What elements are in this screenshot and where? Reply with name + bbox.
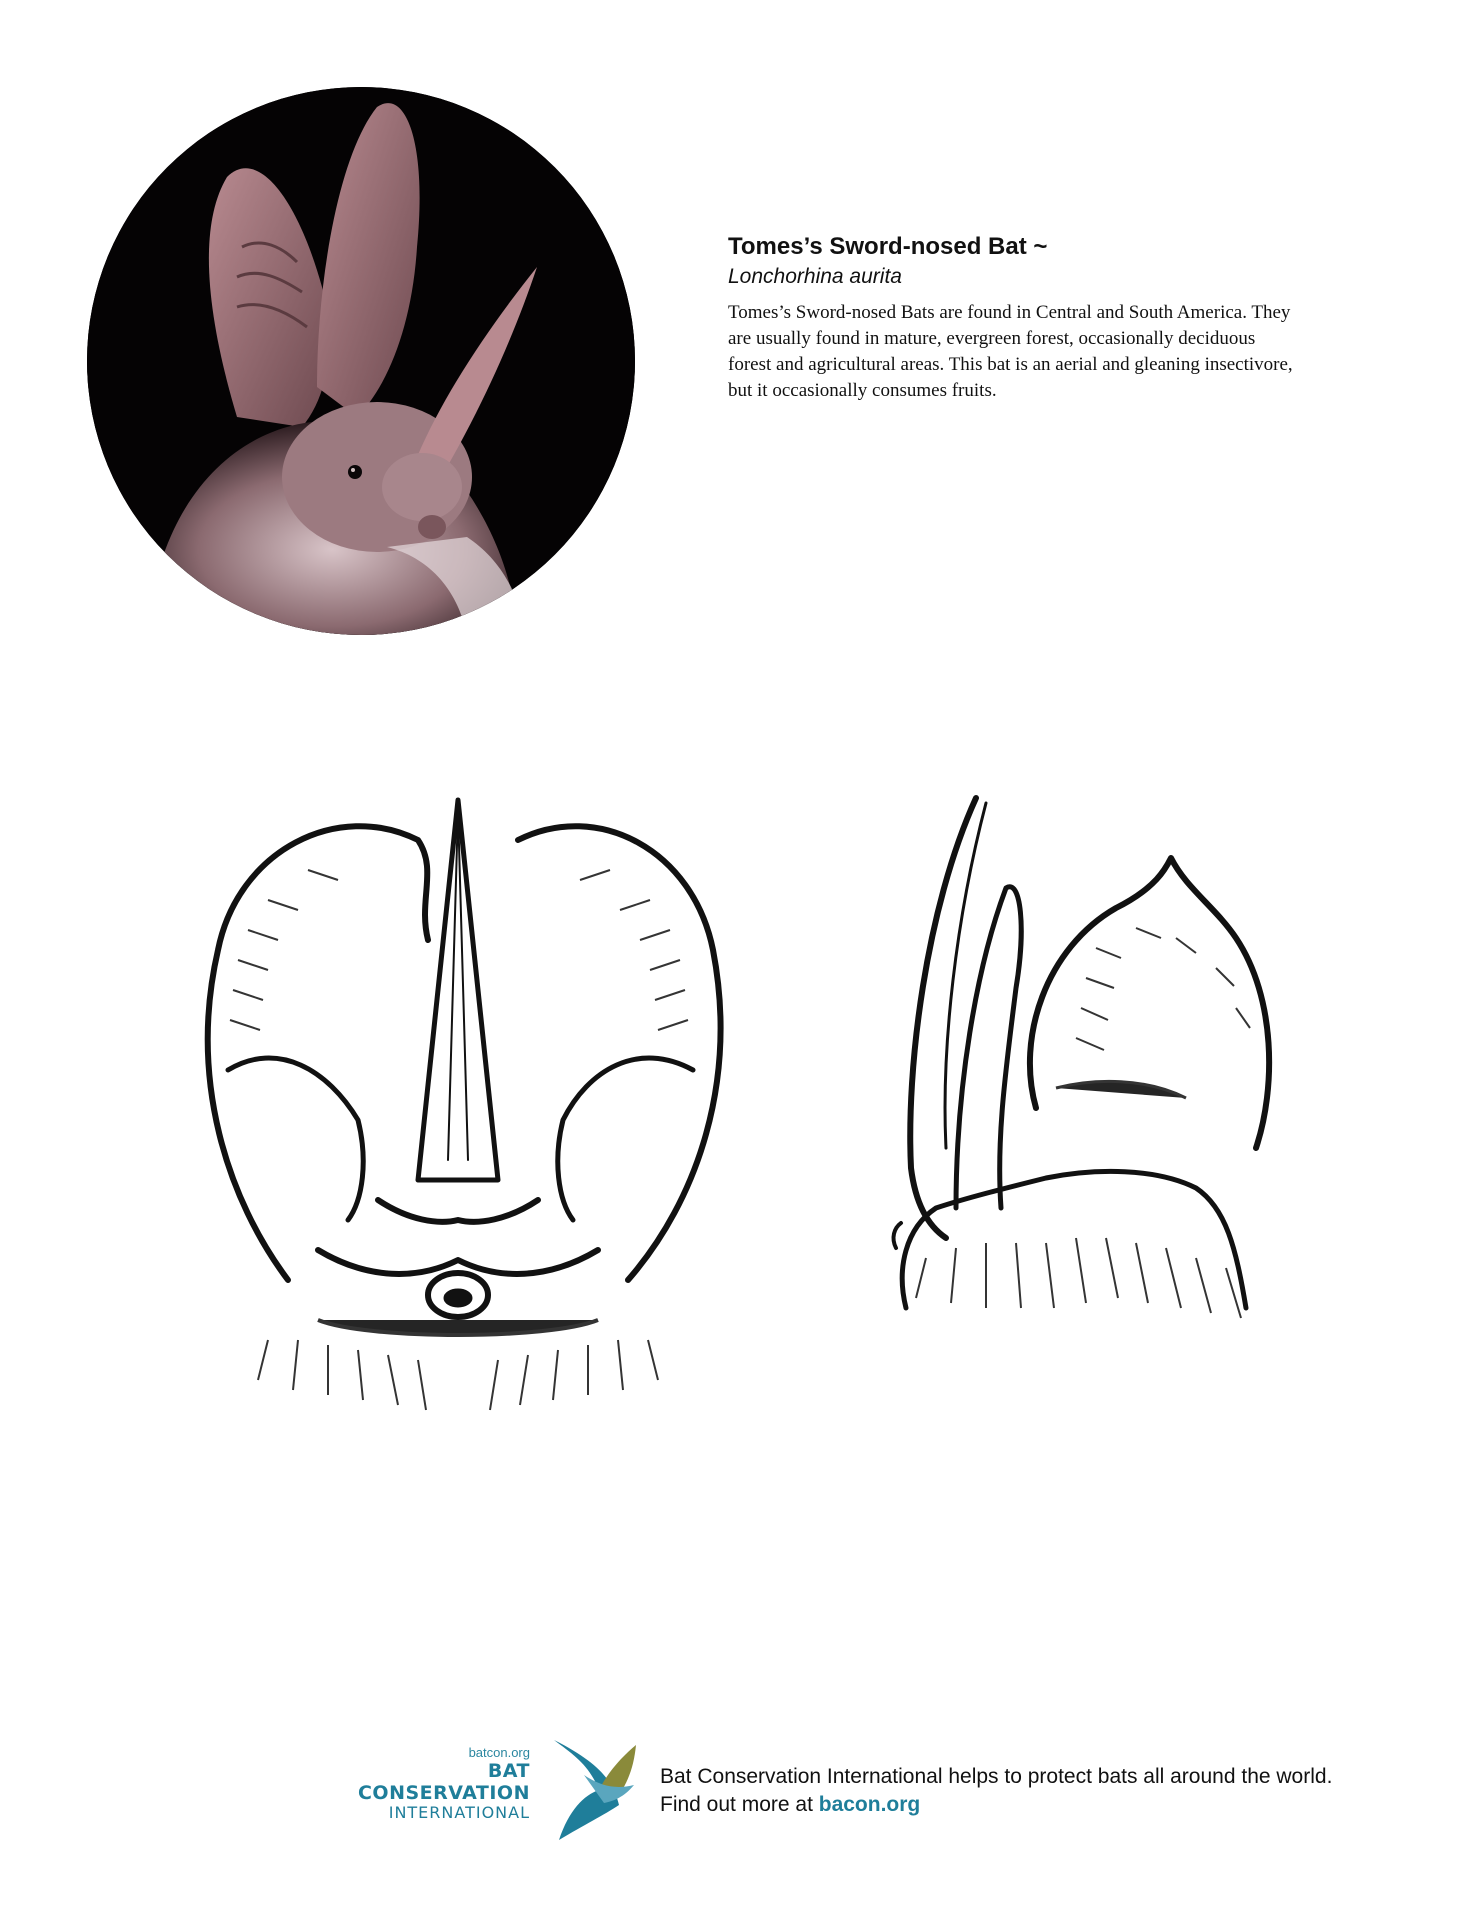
bci-logo — [340, 1735, 640, 1845]
tagline-line1: Bat Conservation International helps to protect bats all around the world. — [660, 1765, 1333, 1788]
species-scientific-name: Lonchorhina aurita — [728, 265, 902, 288]
species-common-name: Tomes’s Sword-nosed Bat ~ — [728, 233, 1048, 260]
logo-url-text: batcon.org — [468, 1745, 530, 1760]
bci-logo-text — [340, 1745, 530, 1822]
tagline-line2 — [660, 1791, 1332, 1819]
bat-photo-illustration — [87, 87, 635, 635]
front-view-drawing — [168, 780, 750, 1420]
side-view-drawing — [836, 788, 1336, 1368]
tagline-line2-prefix: Find out more at — [660, 1793, 813, 1816]
species-info — [728, 232, 1308, 404]
side-view-illustration — [836, 788, 1336, 1368]
logo-sub: INTERNATIONAL — [388, 1803, 530, 1822]
footer-tagline — [660, 1763, 1332, 1819]
species-description: Tomes’s Sword-nosed Bats are found in Central and South America. They are usually found in mature, evergreen forest, occasionally deciduous forest and agricultural areas. This bat is an aerial and gleaning insectivore, but it occasionally consumes fruits. — [728, 302, 1293, 401]
logo-name: BAT CONSERVATION — [357, 1760, 530, 1804]
front-view-illustration — [168, 780, 750, 1420]
bat-photo — [87, 87, 635, 635]
bacon-org-link[interactable]: bacon.org — [818, 1793, 921, 1816]
bat-logo-icon — [544, 1735, 640, 1845]
